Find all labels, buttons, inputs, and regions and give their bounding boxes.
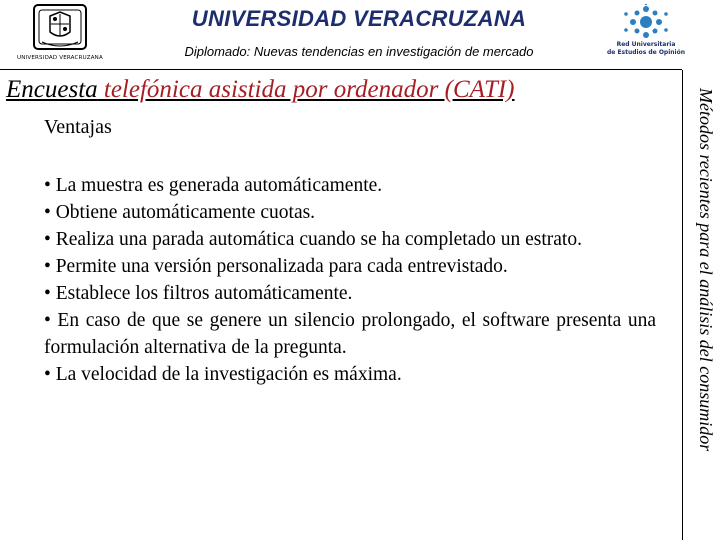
bullet-item: • Realiza una parada automática cuando se ha completado un estrato. bbox=[44, 229, 582, 250]
university-title: UNIVERSIDAD VERACRUZANA bbox=[191, 6, 527, 31]
diplomado-subtitle: Diplomado: Nuevas tendencias en investigación de mercado bbox=[184, 44, 534, 59]
university-logo-caption: UNIVERSIDAD VERACRUZANA bbox=[17, 55, 103, 61]
header-divider bbox=[0, 69, 682, 70]
university-seal-icon bbox=[28, 2, 92, 54]
university-logo bbox=[10, 2, 110, 64]
bullet-list bbox=[44, 172, 656, 388]
network-dots-icon bbox=[618, 4, 674, 40]
bullet-item: • En caso de que se genere un silencio prolongado, el software presenta una formulación alternativa de la pregunta. bbox=[44, 310, 656, 358]
bullet-item: • La velocidad de la investigación es máxima. bbox=[44, 364, 402, 385]
sidebar-divider bbox=[682, 70, 683, 540]
network-caption-line1: Red Universitaria bbox=[616, 41, 676, 48]
bullet-item: • La muestra es generada automáticamente. bbox=[44, 175, 383, 196]
bullet-item: • Obtiene automáticamente cuotas. bbox=[44, 202, 316, 223]
network-logo bbox=[600, 4, 692, 68]
network-caption-line2: de Estudios de Opinión bbox=[606, 49, 686, 56]
slide-title bbox=[6, 76, 515, 104]
slide-title-part1: Encuesta bbox=[6, 76, 98, 103]
slide-title-part2: telefónica asistida por ordenador (CATI) bbox=[97, 76, 515, 103]
network-logo-caption bbox=[600, 41, 692, 57]
slide-subtitle: Ventajas bbox=[44, 116, 112, 138]
bullet-item: • Permite una versión personalizada para cada entrevistado. bbox=[44, 256, 508, 277]
bullet-item: • Establece los filtros automáticamente. bbox=[44, 283, 353, 304]
vertical-course-title: Métodos recientes para el análisis del consumidor bbox=[696, 88, 716, 452]
